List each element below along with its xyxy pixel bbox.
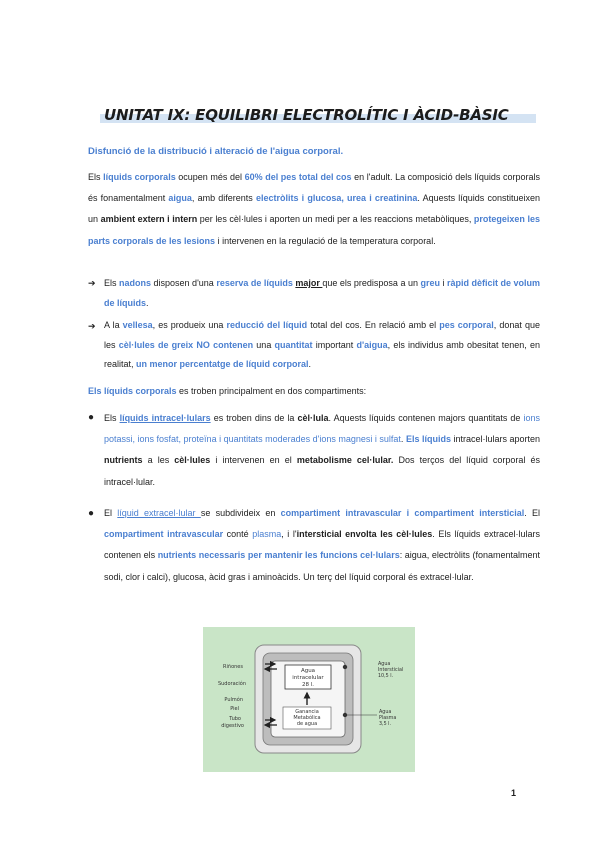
- text: , donat que les: [104, 320, 540, 350]
- highlight: ràpid dèficit de volum de líquids: [104, 278, 541, 308]
- interstitial-dot: [343, 665, 347, 669]
- highlight: pes corporal: [439, 320, 494, 330]
- highlight: reserva de líquids: [216, 278, 293, 288]
- text: en l'adult. La composició dels líquids corporals és fonamentalment: [88, 172, 540, 204]
- interstitial-text-1: Agua: [378, 662, 391, 667]
- highlight: compartiment intravascular: [104, 529, 224, 540]
- center-text-2: intracelular: [292, 675, 324, 681]
- gain-text-1: Ganancia: [295, 709, 319, 715]
- intro-paragraph: [88, 167, 540, 252]
- text: total del cos. En relació amb el: [307, 320, 440, 330]
- text: . Aquests líquids constitueixen un: [88, 193, 541, 225]
- highlight: compartiment intravascular i compartiment intersticial: [280, 508, 525, 518]
- compartments-intro: [88, 381, 540, 402]
- text: El: [104, 508, 118, 518]
- plasma-text-3: 3,5 l.: [379, 722, 392, 727]
- page-title: UNITAT IX: EQUILIBRI ELECTROLÍTIC I ÀCID-BÀSIC: [104, 106, 509, 124]
- text: es troben principalment en dos compartiments:: [176, 386, 367, 396]
- text: Dos terços del líquid corporal és intracel·lular.: [104, 455, 541, 487]
- gain-text-2: Metabólica: [293, 715, 321, 721]
- center-text-1: Agua: [300, 668, 316, 674]
- label-rinones: Riñones: [223, 664, 243, 670]
- bold-text: metabolisme cel·lular.: [296, 455, 394, 466]
- text: . Els líquids extracel·lulars contenen els: [104, 529, 540, 561]
- arrow-bullet-icon: ➔: [88, 278, 96, 288]
- bold-text: intersticial envolta les cèl·lules: [296, 529, 433, 540]
- text: important: [312, 339, 357, 350]
- center-text-3: 28 l.: [301, 682, 315, 688]
- text: .: [400, 434, 406, 445]
- text: disposen d'una: [151, 278, 217, 288]
- bold-text: nutrients: [104, 455, 143, 466]
- text: Els: [104, 413, 120, 423]
- plasma-dot: [343, 713, 347, 717]
- page-number: 1: [511, 788, 517, 798]
- text: Els: [104, 278, 120, 288]
- text: . El: [524, 508, 540, 518]
- text: , els individus amb obesitat tenen, en realitat,: [104, 339, 540, 370]
- text: se subdivideix en: [200, 508, 281, 518]
- text: , amb diferents: [191, 193, 256, 204]
- text: intracel·lulars aporten: [450, 434, 540, 445]
- text: , i l': [281, 529, 297, 540]
- highlight: nadons: [119, 278, 152, 288]
- text: A la: [104, 320, 123, 330]
- text: : aigua, electròlits (fonamentalment sodi, clor i calci), glucosa, àcid gras i aminoàcids. Un terç del líquid corporal és extracel·lular.: [104, 550, 540, 582]
- label-sudoracion: Sudoración: [217, 681, 246, 687]
- label-digestivo: digestivo: [221, 723, 244, 729]
- highlight: plasma: [252, 529, 282, 540]
- highlight: d'aigua: [356, 339, 388, 350]
- section-subheading: Disfunció de la distribució i alteració de l'aigua corporal.: [88, 146, 344, 157]
- arrow-bullet-icon: ➔: [88, 321, 96, 331]
- text: i: [439, 278, 447, 288]
- text: a les: [142, 455, 175, 466]
- text: i intervenen en el: [210, 455, 297, 466]
- bullet-dot-icon: ●: [88, 412, 95, 423]
- text: una: [253, 339, 275, 350]
- highlight: cèl·lules de greix NO contenen: [118, 339, 254, 350]
- highlight: nutrients necessaris per mantenir les funcions cel·lulars: [157, 550, 400, 561]
- bullet-item-extracellular: [104, 503, 540, 588]
- text: . Aquests líquids contenen majors quantitats de: [328, 413, 524, 423]
- highlight: quantitat: [274, 339, 313, 350]
- text: .: [308, 359, 312, 370]
- highlight: electròlits i glucosa, urea i creatinina: [255, 193, 418, 204]
- plasma-text-2: Plasma: [379, 716, 397, 721]
- arrow-item-vellesa: [104, 316, 540, 375]
- bullet-dot-icon: ●: [88, 508, 95, 519]
- highlight: greu: [420, 278, 440, 288]
- underlined-text: major: [295, 278, 323, 288]
- text: que els predisposa a un: [322, 278, 421, 288]
- text: per les cèl·lules i aporten un medi per a les reaccions metabòliques,: [197, 214, 474, 225]
- highlight: protegeixen les parts corporals de les lesions: [88, 214, 540, 246]
- plasma-text-1: Agua: [379, 710, 392, 715]
- gain-text-3: de agua: [296, 721, 318, 727]
- highlight: Els líquids corporals: [88, 386, 177, 396]
- highlight: líquids corporals: [103, 172, 176, 182]
- highlight: reducció del líquid: [226, 320, 308, 330]
- text: ocupen més del: [175, 172, 245, 182]
- highlight: líquids intracel·lulars: [119, 413, 211, 423]
- highlight: 60% del pes total del cos: [244, 172, 352, 182]
- highlight: ions potassi, ions fosfat, proteïna i quantitats moderades d'ions magnesi i sulfat: [104, 413, 540, 445]
- label-pulmon: Pulmón: [224, 697, 243, 703]
- label-tubo: Tubo: [229, 716, 241, 722]
- bullet-item-intracellular: [104, 408, 540, 493]
- bold-text: ambient extern i intern: [100, 214, 198, 225]
- highlight: aigua: [168, 193, 192, 204]
- bold-text: cèl·lules: [174, 455, 211, 466]
- highlight: vellesa: [122, 320, 153, 330]
- text: Els: [88, 172, 104, 182]
- interstitial-text-2: Intersticial: [378, 668, 404, 673]
- highlight: Els líquids: [405, 434, 451, 445]
- text: , es produeix una: [152, 320, 227, 330]
- body-fluid-diagram: [203, 627, 415, 772]
- text: es troben dins de la: [210, 413, 298, 423]
- highlight: líquid extracel·lular: [117, 508, 201, 518]
- highlight: un menor percentatge de líquid corporal: [136, 359, 309, 370]
- diagram-svg: [203, 627, 415, 772]
- interstitial-text-3: 10,5 l.: [378, 674, 394, 679]
- text: i intervenen en la regulació de la temperatura corporal.: [215, 235, 436, 246]
- label-piel: Piel: [230, 706, 239, 712]
- text: conté: [223, 529, 253, 540]
- title-block: [100, 106, 536, 128]
- bold-text: cèl·lula: [297, 413, 329, 423]
- text: .: [146, 297, 149, 308]
- arrow-item-nadons: [104, 274, 540, 313]
